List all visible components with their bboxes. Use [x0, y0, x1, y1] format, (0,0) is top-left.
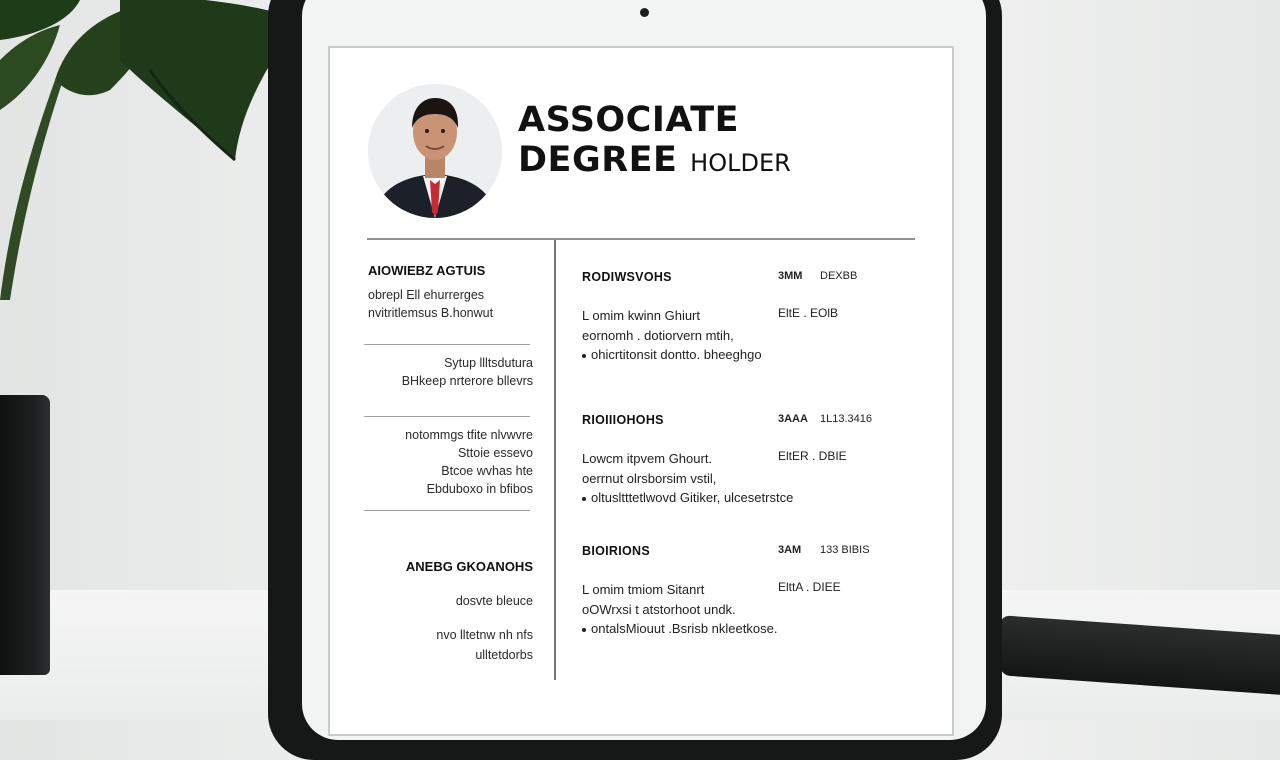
- left-section-text: notommgs tfite nlvwvre: [405, 428, 533, 442]
- job-line: oltusltttetlwovd Gitiker, ulcesetrstce: [591, 490, 794, 505]
- title-line-1: ASSOCIATE: [518, 100, 740, 140]
- left-section-text: BHkeep nrterore bllevrs: [401, 374, 533, 388]
- job-dates: DEXBB: [820, 270, 858, 282]
- experience-entry: [582, 270, 932, 365]
- left-separator: [364, 416, 530, 417]
- left-section-1: [368, 262, 543, 322]
- experience-entry: [582, 544, 932, 639]
- left-section-text: Btcoe wvhas hte: [441, 464, 533, 478]
- job-line: Lowcm itpvem Ghourt.: [582, 451, 713, 466]
- left-section-text: ulltetdorbs: [475, 648, 533, 662]
- job-line: ohicrtitonsit dontto. bheeghgo: [591, 347, 762, 362]
- job-line-right: EltER . DBIE: [778, 449, 847, 463]
- title-degree: DEGREE: [518, 140, 678, 180]
- bullet-icon: [582, 628, 586, 632]
- left-section-heading: AIOWIEBZ AGTUIS: [368, 263, 486, 278]
- job-line: eornomh . dotiorvern mtih,: [582, 327, 734, 343]
- job-title: BIOIRIONS: [582, 544, 650, 558]
- job-code: 3AM: [778, 544, 802, 556]
- left-section-text: dosvte bleuce: [455, 594, 533, 608]
- left-section-3: [358, 426, 533, 498]
- job-dates: 133 BIBIS: [820, 544, 870, 556]
- plant-decoration: [0, 0, 300, 330]
- left-section-text: Sytup llltsdutura: [444, 356, 533, 370]
- left-section-text: nvitritlemsus B.honwut: [368, 306, 494, 320]
- resume-document: [328, 46, 954, 736]
- job-line-right: ElttA . DIEE: [778, 580, 841, 594]
- left-section-4: [358, 558, 533, 664]
- header-divider: [367, 238, 915, 240]
- left-separator: [364, 510, 530, 511]
- job-line: oOWrxsi t atstorhoot undk.: [582, 601, 736, 617]
- job-line-right: EltE . EOlB: [778, 306, 839, 320]
- left-section-text: obrepl Ell ehurrerges: [368, 288, 485, 302]
- title-holder: HOLDER: [690, 149, 791, 177]
- job-line: L omim kwinn Ghiurt: [582, 308, 700, 323]
- column-divider: [554, 240, 556, 680]
- left-section-text: Ebduboxo in bfibos: [426, 482, 533, 496]
- left-section-text: Sttoie essevo: [457, 446, 533, 460]
- job-title: RIOIIIOHOHS: [582, 413, 664, 427]
- left-separator: [364, 344, 530, 345]
- job-code: 3MM: [778, 270, 803, 282]
- plant-pot: [0, 395, 50, 675]
- left-section-heading: ANEBG GKOANOHS: [405, 559, 533, 574]
- bullet-icon: [582, 354, 586, 358]
- bullet-icon: [582, 497, 586, 501]
- job-line: ontalsMiouut .Bsrisb nkleetkose.: [591, 621, 778, 636]
- left-section-2: [358, 354, 533, 390]
- job-line: oerrnut olrsborsim vstil,: [582, 470, 717, 486]
- resume-title: [518, 100, 791, 183]
- camera-icon: [640, 8, 649, 17]
- job-dates: 1L13.3416: [820, 413, 872, 425]
- title-line-2: [518, 140, 791, 183]
- job-line: L omim tmiom Sitanrt: [582, 582, 705, 597]
- profile-photo: [368, 84, 502, 218]
- job-code: 3AAA: [778, 413, 808, 425]
- experience-entry: [582, 413, 932, 508]
- job-title: RODIWSVOHS: [582, 270, 672, 284]
- left-section-text: nvo lltetnw nh nfs: [436, 628, 533, 642]
